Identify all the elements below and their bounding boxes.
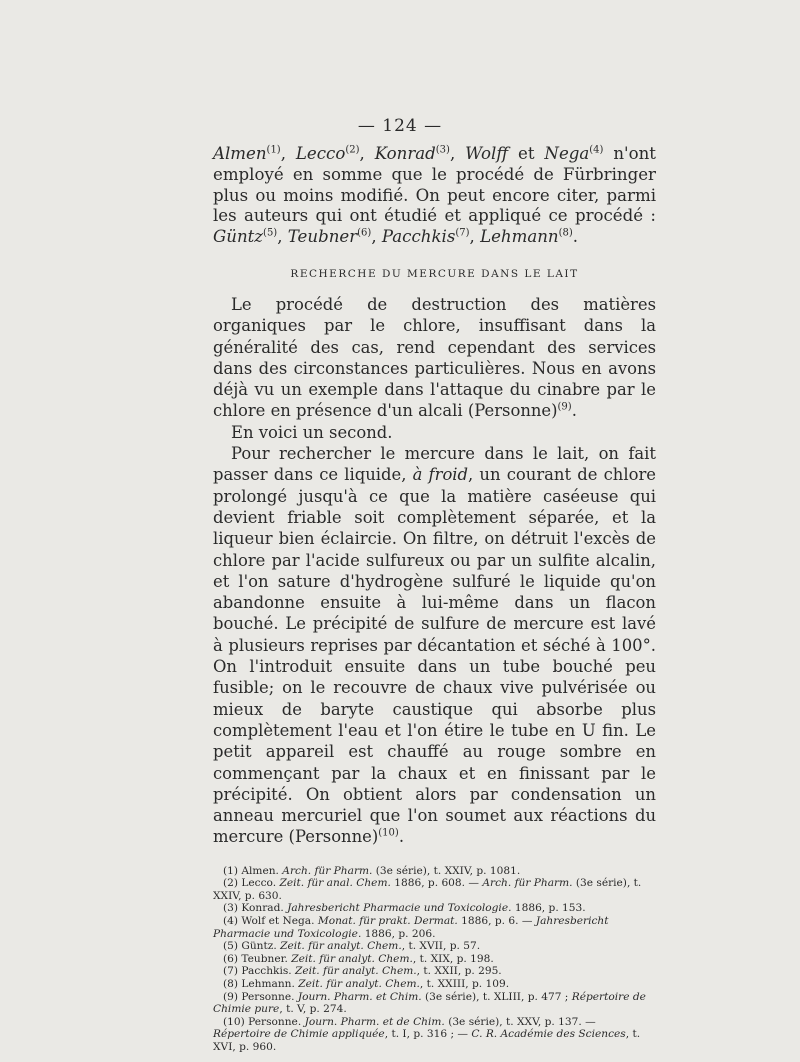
period: . [571, 401, 577, 421]
footnote-ref: , t. I, p. 316 ; — [384, 1028, 468, 1041]
footnote-author: (9) Personne. [223, 990, 295, 1003]
footnote-journal: Monat. für prakt. Dermat. [317, 915, 458, 928]
intro-text: n'ont employé en somme que le procédé de Fürbringer plus ou moins modifié. On peut encore citer, parmi les auteurs qui ont étudié et appliqué ce procédé : [213, 144, 656, 226]
note-ref: (1) [266, 144, 281, 156]
footnote-ref: , t. XXII, p. 295. [416, 965, 502, 978]
author-name: Nega [544, 144, 590, 163]
footnote-ref: 1886, p. 153. [514, 902, 586, 915]
footnote-journal: Répertoire de Chimie pure [213, 990, 646, 1016]
footnote-7 [213, 965, 656, 978]
footnote-journal: Arch. für Pharm. [282, 864, 373, 877]
footnote-journal: Arch. für Pharm. [482, 877, 573, 890]
footnote-6 [213, 953, 656, 966]
author-name: Teubner [287, 227, 358, 247]
footnote-journal: Jahresbericht Pharmacie und Toxicologie. [287, 902, 512, 915]
footnote-ref: , t. XVII, p. 57. [401, 940, 481, 953]
footnote-journal: Journ. Pharm. et Chim. [297, 990, 422, 1003]
footnote-journal: Zeit. für anal. Chem. [279, 877, 391, 890]
footnote-ref: (3e série), t. XXIV, p. 630. [213, 877, 642, 902]
intro-paragraph: Almen$^{(1)}$, Lecco$^{(2)}$, Konrad$^{(3)}$, Wolff et Nega$^{(4)}$ n'ont employé en somme que le procédé de Fürbringer plus ou moins modifié. On peut encore citer, parmi les auteurs qui ont étudié et appliqué ce procédé : Güntz$^{(5)}$, Teubner$^{(6)}$, Pacchkis$^{(7)}$, Lehmann$^{(8)}$. [213, 144, 656, 247]
paragraph-second: En voici un second. [231, 422, 393, 442]
note-ref: (3) [435, 144, 450, 156]
note-ref: (8) [558, 227, 573, 239]
paragraph-chlore [213, 294, 656, 422]
footnote-journal: Jahresbericht Pharmacie und Toxicologie. [213, 915, 609, 940]
footnote-author: (6) Teubner. [223, 952, 288, 965]
note-ref: (2) [345, 144, 360, 156]
footnote-author: (4) Wolf et Nega. [223, 915, 315, 928]
footnote-ref: (3e série), t. XXV, p. 137. — [448, 1015, 596, 1028]
footnote-journal: Zeit. für analyt. Chem. [291, 952, 413, 965]
note-ref: (4) [589, 144, 604, 156]
author-name: Pacchkis [381, 227, 456, 247]
footnote-journal: C. R. Académie des Sciences [471, 1028, 626, 1041]
footnote-2 [213, 877, 656, 902]
footnote-ref: , t. XIX, p. 198. [412, 952, 494, 965]
section-title: RECHERCHE DU MERCURE DANS LE LAIT [290, 267, 579, 280]
paragraph-procedure [213, 443, 656, 848]
footnote-journal: Zeit. für analyt. Chem. [280, 940, 402, 953]
footnote-8 [213, 978, 656, 991]
footnote-1 [213, 865, 656, 878]
footnote-ref: , t. V, p. 274. [279, 1003, 347, 1016]
author-name: Lehmann [480, 227, 559, 247]
period: . [572, 227, 579, 247]
footnote-author: (2) Lecco. [223, 877, 277, 890]
author-name: Lecco [295, 144, 346, 163]
footnote-journal: Zeit. für analyt. Chem. [295, 965, 417, 978]
footnote-author: (8) Lehmann. [223, 978, 295, 991]
paragraph-text: , un courant de chlore prolongé jusqu'à ce que la matière caséeuse qui devient friable soit complètement séparée, et la liqueur bien éclaircie. On filtre, on détruit l'excès de chlore par l'acide sulfureux ou par un sulfite alcalin, et l'on sature d'hydrogène sulfuré le liquide qu'on abandonne ensuite à lui-même dans un flacon bouché. Le précipité de sulfure de mercure est lavé à plusieurs reprises par décantation et séché à 100°. On l'introduit ensuite dans un tube bouché peu fusible; on le recouvre de chaux vive pulvérisée ou mieux de baryte caustique qui absorbe plus complètement l'eau et l'on étire le tube en U fin. Le petit appareil est chauffé au rouge sombre en commençant par la chaux et en finissant par le précipité. On obtient alors par condensation un anneau mercuriel que l'on soumet aux réactions du mercure (Personne) [213, 465, 656, 847]
paragraph-text: Le procédé de destruction des matières organiques par le chlore, insuffisant dans la généralité des cas, rend cependant des services dans des circonstances particulières. Nous en avons déjà vu un exemple dans l'attaque du cinabre par le chlore en présence d'un alcali (Personne) [213, 294, 656, 421]
footnote-journal: Zeit. für analyt. Chem. [298, 978, 420, 991]
footnote-author: (5) Güntz. [223, 940, 277, 953]
period: . [398, 827, 405, 847]
note-ref: (7) [455, 227, 470, 239]
footnote-ref: (3e série), t. XLIII, p. 477 ; [425, 990, 569, 1003]
paragraph-text: Pour rechercher le mercure dans le lait, on fait passer dans ce liquide, [213, 444, 656, 485]
author-name: Güntz [213, 227, 264, 247]
footnote-ref: , t. XXIII, p. 109. [419, 978, 510, 991]
author-name: Konrad [374, 144, 436, 163]
footnote-author: (7) Pacchkis. [223, 965, 292, 978]
footnote-journal: Journ. Pharm. et de Chim. [304, 1015, 445, 1028]
note-ref: (9) [557, 402, 572, 413]
footnote-3 [213, 902, 656, 915]
footnote-author: (10) Personne. [223, 1015, 302, 1028]
footnote-ref: , t. XVI, p. 960. [213, 1028, 641, 1054]
page-number: — 124 — [357, 116, 443, 136]
footnote-author: (1) Almen. [223, 864, 279, 877]
note-ref: (10) [378, 827, 399, 839]
conjunction: et [518, 144, 535, 163]
footnote-4 [213, 915, 656, 940]
author-name: Almen [213, 144, 267, 163]
main-content [213, 144, 656, 1054]
footnote-10 [213, 1016, 656, 1054]
footnote-5 [213, 940, 656, 953]
note-ref: (5) [263, 227, 278, 239]
emphasis-text: à froid [412, 465, 469, 485]
author-name: Wolff [465, 144, 509, 163]
footnote-ref: 1886, p. 6. — [461, 915, 533, 928]
footnote-ref: 1886, p. 608. — [394, 877, 479, 890]
footnote-ref: (3e série), t. XXIV, p. 1081. [375, 864, 521, 877]
footnote-9 [213, 991, 656, 1016]
footnote-author: (3) Konrad. [223, 902, 284, 915]
footnotes [213, 865, 656, 1054]
note-ref: (6) [357, 227, 372, 239]
footnote-journal: Répertoire de Chimie appliquée [213, 1028, 385, 1041]
footnote-ref: 1886, p. 206. [364, 927, 436, 940]
